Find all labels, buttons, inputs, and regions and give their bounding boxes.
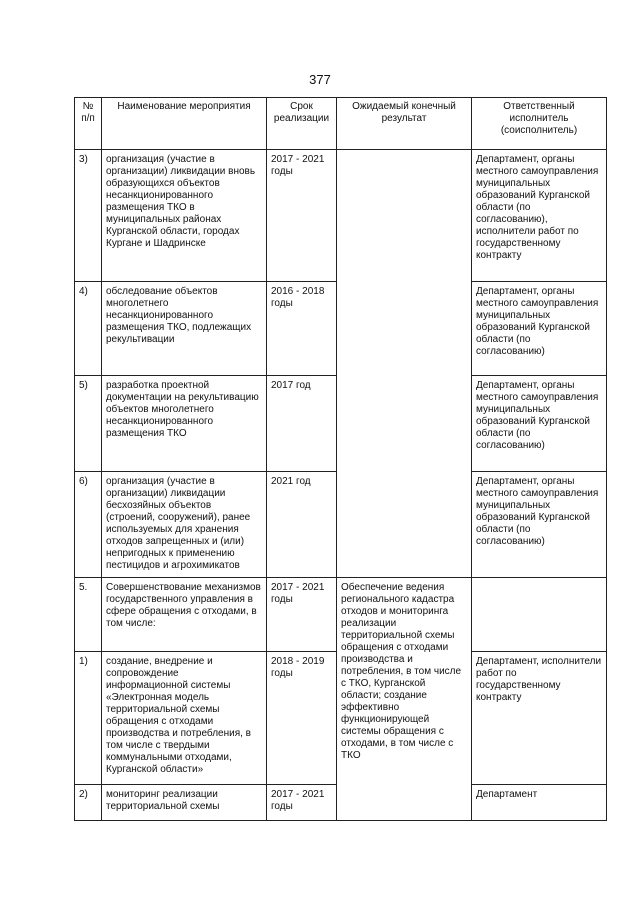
row-name: обследование объектов многолетнего несанкционированного размещения ТКО, подлежащих рекультивации (102, 282, 267, 376)
table-row (75, 150, 607, 282)
row-responsible: Департамент, исполнители работ по государственному контракту (472, 652, 607, 785)
row-name: организация (участие в организации) ликвидации бесхозяйных объектов (строений, сооружений), ранее используемых для хранения отходов запрещенных и (или) непригодных к применению пестицидов и агрохимикатов (102, 472, 267, 578)
row-name: создание, внедрение и сопровождение информационной системы «Электронная модель территориальной схемы обращения с отходами производства и потребления, в том числе с твердыми коммунальными отходами, Курганской области» (102, 652, 267, 785)
row-name: Совершенствование механизмов государственного управления в сфере обращения с отходами, в том числе: (102, 578, 267, 652)
row-responsible: Департамент, органы местного самоуправления муниципальных образований Курганской области (по согласованию) (472, 472, 607, 578)
row-term: 2017 - 2021 годы (267, 150, 337, 282)
row-num: 5. (75, 578, 102, 652)
row-responsible: Департамент (472, 785, 607, 821)
row-num: 4) (75, 282, 102, 376)
row-responsible: Департамент, органы местного самоуправления муниципальных образований Курганской области (по согласованию) (472, 282, 607, 376)
row-num: 6) (75, 472, 102, 578)
row-term: 2018 - 2019 годы (267, 652, 337, 785)
row-name: мониторинг реализации территориальной схемы (102, 785, 267, 821)
row-term: 2016 - 2018 годы (267, 282, 337, 376)
row-responsible: Департамент, органы местного самоуправления муниципальных образований Курганской области (по согласованию) (472, 376, 607, 472)
table-row (75, 578, 607, 652)
header-num: № п/п (75, 98, 102, 150)
header-term: Срок реализации (267, 98, 337, 150)
row-num: 1) (75, 652, 102, 785)
header-result: Ожидаемый конечный результат (337, 98, 472, 150)
row-result-empty (337, 150, 472, 578)
row-responsible (472, 578, 607, 652)
page-number: 377 (309, 72, 331, 87)
row-num: 2) (75, 785, 102, 821)
row-result: Обеспечение ведения регионального кадастра отходов и мониторинга реализации территориальной схемы обращения с отходами производства и потребления, в том числе с ТКО, Курганской области; создание эффективно функционирующей системы обращения с отходами, в том числе с ТКО (337, 578, 472, 821)
measures-table (74, 97, 607, 821)
row-term: 2017 год (267, 376, 337, 472)
row-name: организация (участие в организации) ликвидации вновь образующихся объектов несанкционированного размещения ТКО в муниципальных районах Курганской области, городах Кургане и Шадринске (102, 150, 267, 282)
row-term: 2021 год (267, 472, 337, 578)
table-header (75, 98, 607, 150)
row-term: 2017 - 2021 годы (267, 785, 337, 821)
header-responsible: Ответственный исполнитель (соисполнитель) (472, 98, 607, 150)
header-name: Наименование мероприятия (102, 98, 267, 150)
row-term: 2017 - 2021 годы (267, 578, 337, 652)
row-name: разработка проектной документации на рекультивацию объектов многолетнего несанкционированного размещения ТКО (102, 376, 267, 472)
row-responsible: Департамент, органы местного самоуправления муниципальных образований Курганской области (по согласованию), исполнители работ по государственному контракту (472, 150, 607, 282)
row-num: 3) (75, 150, 102, 282)
row-num: 5) (75, 376, 102, 472)
